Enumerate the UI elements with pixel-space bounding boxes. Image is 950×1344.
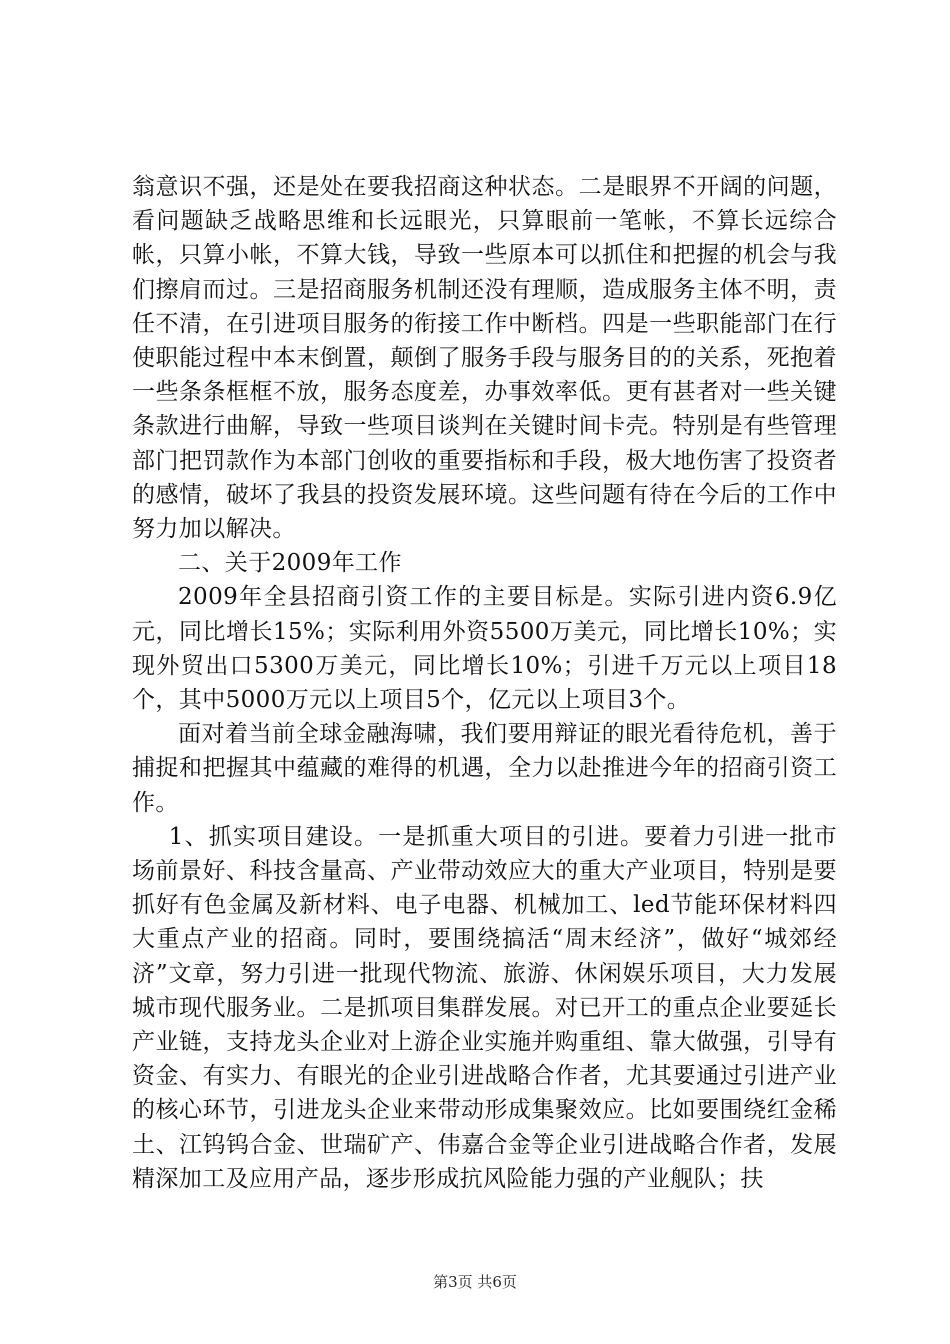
- paragraph-2009-targets: 2009年全县招商引资工作的主要目标是。实际引进内资6.9亿元，同比增长15%；实际利用外资5500万美元，同比增长10%；实现外贸出口5300万美元，同比增长10%；引进千万元以上项目18个，其中5000万元以上项目5个，亿元以上项目3个。: [132, 584, 837, 714]
- document-body: [132, 170, 837, 1196]
- page-number-footer: 第3页 共6页: [433, 1273, 517, 1291]
- paragraph-financial-crisis: 面对着当前全球金融海啸，我们要用辩证的眼光看待危机，善于捕捉和把握其中蕴藏的难得的机遇，全力以赴推进今年的招商引资工作。: [132, 721, 837, 816]
- section-heading-2009-work: 二、关于2009年工作: [178, 550, 402, 577]
- paragraph-project-construction: 1、抓实项目建设。一是抓重大项目的引进。要着力引进一批市场前景好、科技含量高、产业带动效应大的重大产业项目，特别是要抓好有色金属及新材料、电子电器、机械加工、led节能环保材料四大重点产业的招商。同时，要围绕搞活“周末经济”，做好“城郊经济”文章，努力引进一批现代物流、旅游、休闲娱乐项目，大力发展城市现代服务业。二是抓项目集群发展。对已开工的重点企业要延长产业链，支持龙头企业对上游企业实施并购重组、靠大做强，引导有资金、有实力、有眼光的企业引进战略合作者，尤其要通过引进产业的核心环节，引进龙头企业来带动形成集聚效应。比如要围绕红金稀土、江钨钨合金、世瑞矿产、伟嘉合金等企业引进战略合作者，发展精深加工及应用产品，逐步形成抗风险能力强的产业舰队；扶: [132, 823, 837, 1192]
- paragraph-problems-continued: 翁意识不强，还是处在要我招商这种状态。二是眼界不开阔的问题，看问题缺乏战略思维和长远眼光，只算眼前一笔帐，不算长远综合帐，只算小帐，不算大钱，导致一些原本可以抓住和把握的机会与我们擦肩而过。三是招商服务机制还没有理顺，造成服务主体不明，责任不清，在引进项目服务的衔接工作中断档。四是一些职能部门在行使职能过程中本末倒置，颠倒了服务手段与服务目的的关系，死抱着一些条条框框不放，服务态度差，办事效率低。更有甚者对一些关键条款进行曲解，导致一些项目谈判在关键时间卡壳。特别是有些管理部门把罚款作为本部门创收的重要指标和手段，极大地伤害了投资者的感情，破坏了我县的投资发展环境。这些问题有待在今后的工作中努力加以解决。: [132, 174, 837, 543]
